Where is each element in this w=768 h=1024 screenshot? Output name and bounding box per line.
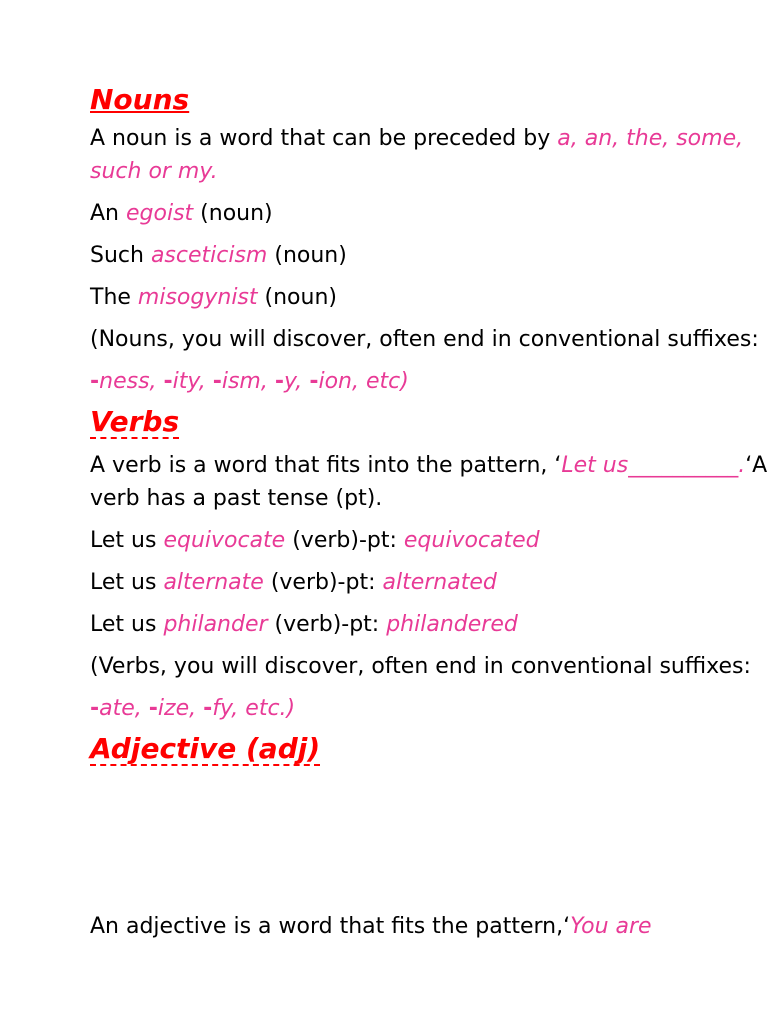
noun-example-pre: An [90,201,126,226]
noun-example-post: (noun) [193,201,273,226]
verbs-suffix-note: (Verbs, you will discover, often end in conventional suffixes: [90,654,751,679]
noun-example-word: asceticism [150,243,268,268]
nouns-suffix-list [90,365,768,398]
verb-example [90,566,768,599]
suffix-text: ize, [157,696,204,721]
blank-space [90,770,768,910]
adjective-definition [90,910,768,943]
nouns-determiners: a, an, the, some, such or my. [90,126,744,184]
verb-example [90,608,768,641]
verb-example-mid: (verb)-pt: [267,612,387,637]
suffix-text: ion, etc) [318,369,409,394]
suffix-text: ism, [221,369,275,394]
verb-example-pre: Let us [90,528,164,553]
suffix-dash: - [274,369,284,394]
suffix-dash: - [90,369,100,394]
verb-example-past: philandered [386,612,518,637]
nouns-definition [90,122,768,188]
verb-example-mid: (verb)-pt: [285,528,404,553]
suffix-dash: - [309,369,319,394]
verbs-definition [90,449,768,515]
nouns-definition-text: A noun is a word that can be preceded by [90,126,558,151]
verbs-pattern: Let us__________. [561,453,746,478]
noun-example-post: (noun) [257,285,337,310]
noun-example [90,281,768,314]
verb-example-word: equivocate [163,528,286,553]
adjective-heading: Adjective (adj) [90,732,321,765]
verb-example-pre: Let us [90,570,164,595]
verbs-definition-pre: A verb is a word that fits into the pattern, ‘ [90,453,562,478]
suffix-dash: - [90,696,100,721]
adjective-definition-pre: An adjective is a word that fits the pattern,‘ [90,914,571,939]
verb-example-mid: (verb)-pt: [263,570,383,595]
verb-example-past: alternated [382,570,497,595]
noun-example [90,197,768,230]
verb-example [90,524,768,557]
noun-example-pre: Such [90,243,151,268]
noun-example-word: misogynist [137,285,258,310]
noun-example-pre: The [90,285,138,310]
nouns-suffix-note: (Nouns, you will discover, often end in conventional suffixes: [90,327,759,352]
verbs-heading: Verbs [90,405,180,438]
verb-example-pre: Let us [90,612,164,637]
document-page [90,82,768,952]
suffix-dash: - [212,369,222,394]
nouns-heading: Nouns [90,83,190,116]
verbs-suffix-list [90,692,768,725]
suffix-dash: - [163,369,173,394]
suffix-dash: - [148,696,158,721]
suffix-text: ity, [172,369,213,394]
noun-example-post: (noun) [267,243,347,268]
suffix-text: fy, etc.) [212,696,296,721]
verb-example-past: equivocated [403,528,540,553]
verbs-definition-post: ‘A verb has a past tense (pt). [90,453,768,511]
verb-example-word: philander [163,612,268,637]
suffix-text: ate, [99,696,149,721]
noun-example [90,239,768,272]
adjective-pattern: You are [570,914,652,939]
suffix-dash: - [203,696,213,721]
suffix-text: ness, [99,369,164,394]
noun-example-word: egoist [126,201,194,226]
suffix-text: y, [284,369,310,394]
verb-example-word: alternate [163,570,264,595]
